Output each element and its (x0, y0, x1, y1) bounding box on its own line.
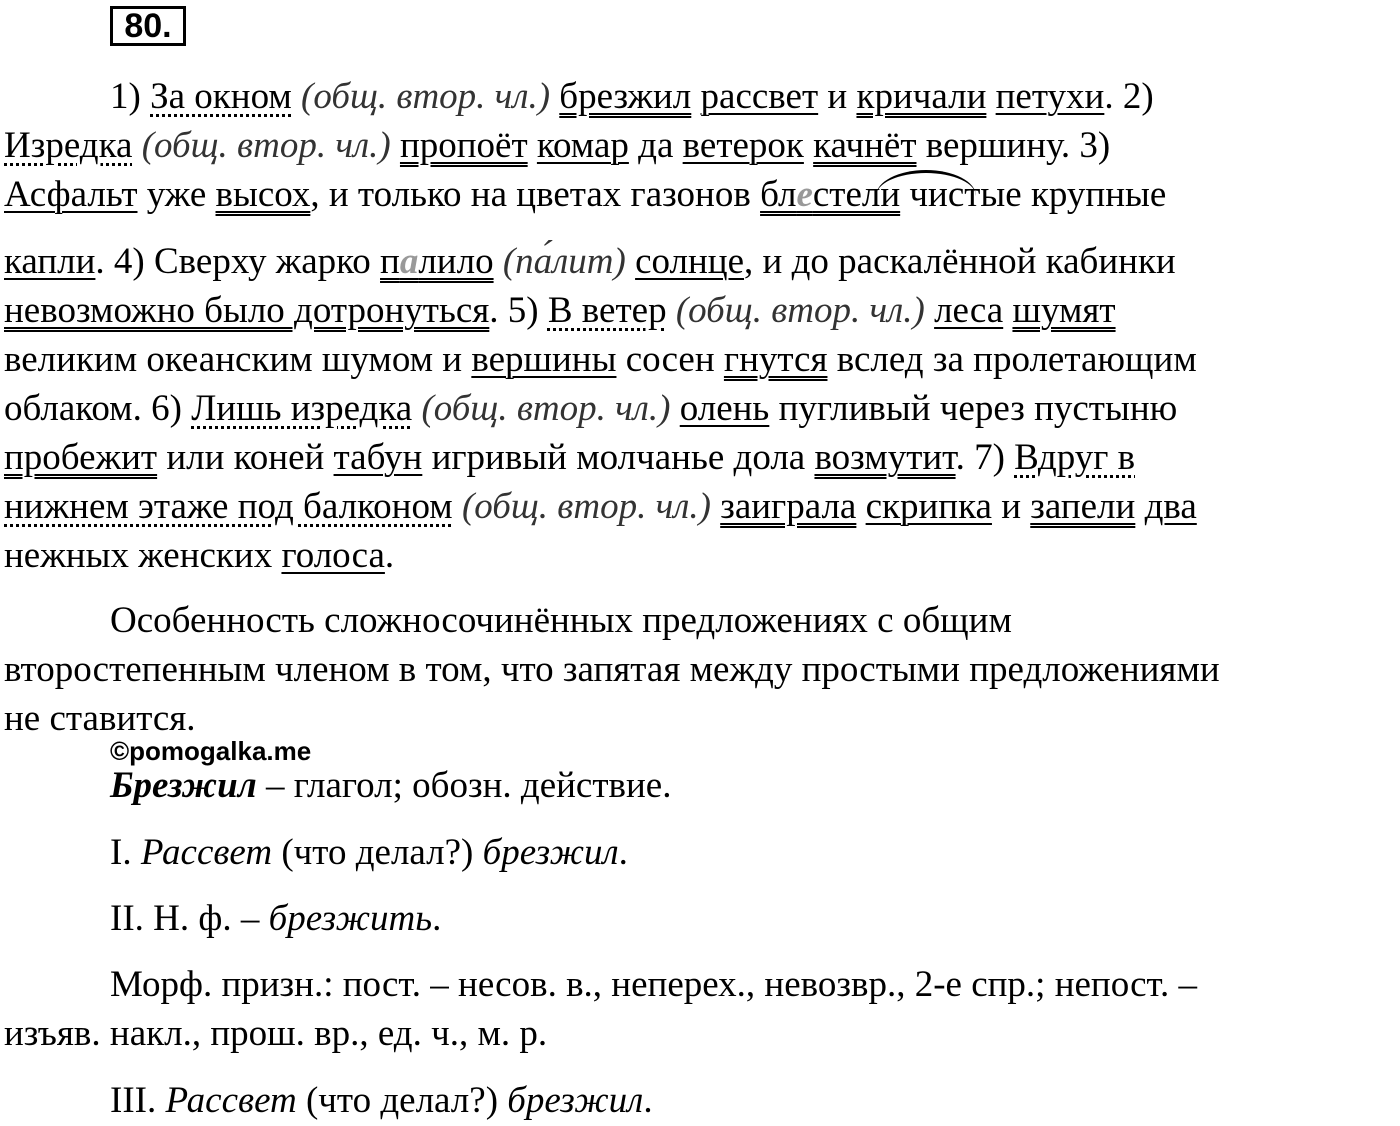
predicate: возмутит (814, 437, 956, 478)
question: (что делал?) (305, 1080, 499, 1121)
subject: два (1144, 486, 1197, 527)
analyzed-word: Брезжил (110, 765, 257, 806)
subject: голоса (281, 535, 385, 576)
conjunction: да (638, 125, 674, 166)
adverbial-phrase: Вдруг в (1014, 437, 1136, 478)
sentence-number: 3) (1079, 125, 1111, 166)
word-part: лило (418, 241, 494, 282)
analysis-step-1: I. Рассвет (что делал?) брезжил. (110, 832, 628, 873)
subject: солнце (635, 241, 745, 282)
rule-line: не ставится. (4, 698, 196, 739)
subject: комар (536, 125, 629, 166)
text: чистые крупные (909, 174, 1167, 215)
grammar-note: (общ. втор. чл.) (141, 125, 391, 166)
word-part: п (380, 241, 400, 282)
rule-paragraph (4, 596, 1396, 743)
text: игривый молчанье дола (431, 437, 806, 478)
subject: Рассвет (165, 1080, 297, 1121)
predicate: брезжил (559, 76, 692, 117)
adverbial-phrase: нижнем этаже под балконом (4, 486, 453, 527)
text: пугливый через пустыню (778, 388, 1178, 429)
predicate: запели (1030, 486, 1136, 527)
predicate: заиграла (720, 486, 857, 527)
conjunction: и (1001, 486, 1022, 527)
verb: брезжил (507, 1080, 644, 1121)
grammar-note: (общ. втор. чл.) (301, 76, 551, 117)
text: , и до раскалённой кабинки (744, 241, 1176, 282)
text: вершину. (925, 125, 1071, 166)
conjunction: и (827, 76, 848, 117)
sentence-number: 4) (113, 241, 145, 282)
rule-line: Особенность сложносочинённых предложениях с общим (110, 600, 1012, 641)
punctuation: . (489, 290, 499, 331)
analysis-step-3: III. Рассвет (что делал?) брезжил. (110, 1080, 653, 1121)
text: уже (146, 174, 207, 215)
text: Сверху жарко (154, 241, 371, 282)
text: сосен (625, 339, 715, 380)
text: великим океанским шумом и (4, 339, 463, 380)
grammar-note: (общ. втор. чл.) (461, 486, 711, 527)
grammar-note: (общ. втор. чл.) (421, 388, 671, 429)
step-number: II. Н. ф. – (110, 898, 260, 939)
predicate: кричали (856, 76, 987, 117)
exercise-text-cont (4, 237, 1396, 580)
analysis-step-2: II. Н. ф. – брезжить. (110, 898, 442, 939)
sentence-number: 6) (151, 388, 182, 429)
subject: ветерок (682, 125, 804, 166)
subject: рассвет (700, 76, 819, 117)
predicate: пробежит (4, 437, 158, 478)
question: (что делал?) (281, 832, 474, 873)
word-description: – глагол; обозн. действие. (256, 765, 672, 806)
grammar-note: (па́лит) (502, 241, 626, 282)
sentence-number: 1) (110, 76, 141, 117)
adverbial: В ветер (547, 290, 667, 331)
word-part: стели (812, 174, 901, 215)
punctuation: . (955, 437, 965, 478)
watermark: ©pomogalka.me (110, 736, 312, 766)
predicate: шумят (1012, 290, 1116, 331)
predicate: высох (215, 174, 311, 215)
text: нежных женских (4, 535, 273, 576)
vowel-mark: е (796, 174, 813, 215)
punctuation: . (384, 535, 395, 576)
sentence-number: 2) (1122, 76, 1154, 117)
rule-line: второстепенным членом в том, что запятая между простыми предложениями (4, 649, 1220, 690)
subject: Асфальт (4, 174, 138, 215)
exercise-text (4, 72, 1396, 219)
predicate: невозможно было дотронуться (4, 290, 490, 331)
word-part: бл (760, 174, 797, 215)
predicate: гнутся (723, 339, 828, 380)
punctuation: . (1104, 76, 1114, 117)
sentence-number: 7) (974, 437, 1005, 478)
subject: петухи (995, 76, 1105, 117)
subject: леса (934, 290, 1004, 331)
subject: олень (679, 388, 770, 429)
punctuation: . (95, 241, 105, 282)
grammar-note: (общ. втор. чл.) (675, 290, 925, 331)
exercise-number: 80. (110, 6, 186, 46)
adverbial: Лишь изредка (191, 388, 413, 429)
analysis-heading (110, 764, 671, 808)
text: вслед за пролетающим (836, 339, 1197, 380)
subject: капли (4, 241, 96, 282)
verb: брезжил (482, 832, 619, 873)
subject: Рассвет (140, 832, 273, 873)
step-number: III. (110, 1080, 157, 1121)
morph-features-line-2: изъяв. накл., прош. вр., ед. ч., м. р. (4, 1013, 548, 1054)
morph-features-line-1: Морф. призн.: пост. – несов. в., неперех., невозвр., 2-е спр.; непост. – (110, 964, 1197, 1005)
predicate (380, 241, 494, 282)
initial-form: брезжить (268, 898, 433, 939)
subject: скрипка (865, 486, 992, 527)
sentence-number: 5) (507, 290, 539, 331)
predicate: пропоёт (399, 125, 528, 166)
step-number: I. (110, 832, 132, 873)
adverbial-phrase: За окном (150, 76, 292, 117)
subject: вершины (471, 339, 617, 380)
text: , и только на цветах газонов (310, 174, 751, 215)
vowel-mark: а (399, 241, 419, 282)
subject: табун (333, 437, 423, 478)
adverbial: Изредка (4, 125, 133, 166)
predicate: качнёт (813, 125, 917, 166)
text: облаком. (4, 388, 142, 429)
text: или коней (166, 437, 325, 478)
